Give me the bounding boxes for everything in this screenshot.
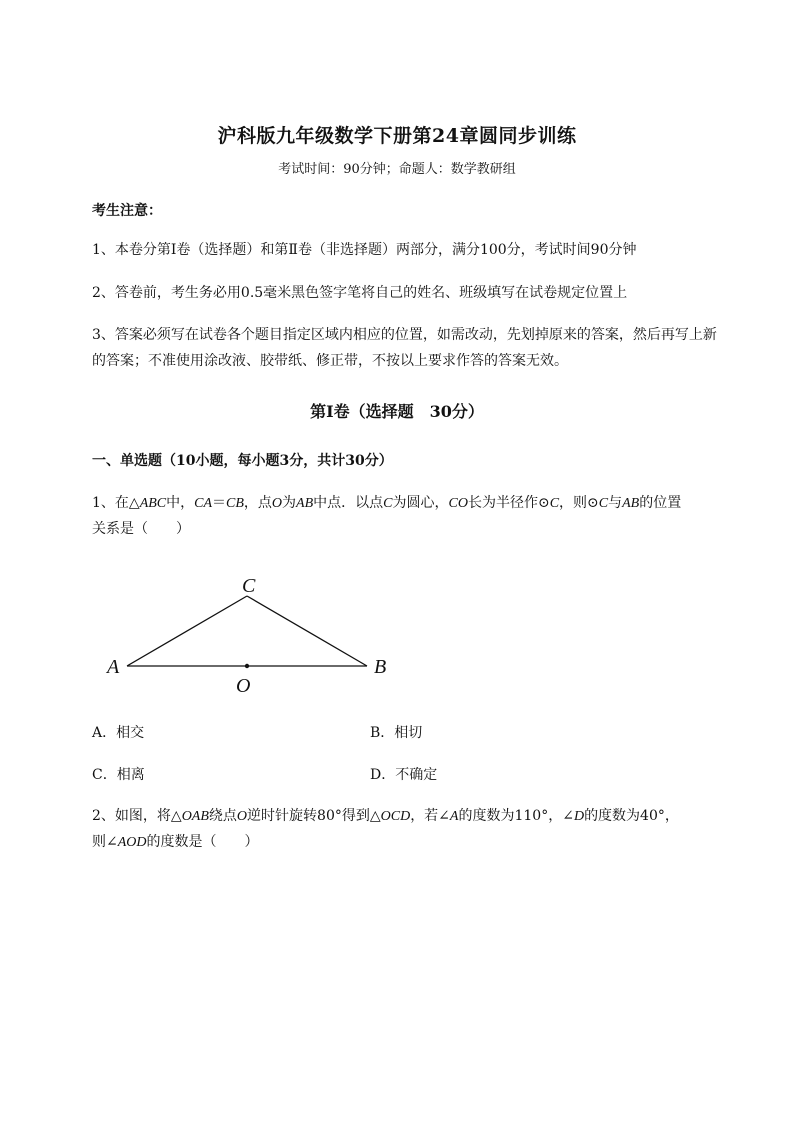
- label-a: A: [107, 656, 120, 678]
- segment-ac: [127, 596, 247, 666]
- notice-item-1: 1、本卷分第I卷（选择题）和第Ⅱ卷（非选择题）两部分，满分100分，考试时间90分钟: [92, 242, 637, 258]
- notice-item-3: 3、答案必须写在试卷各个题目指定区域内相应的位置，如需改动，先划掉原来的答案，然后再写上新: [92, 327, 717, 343]
- question-group-heading: 一、单选题（10小题，每小题3分，共计30分）: [92, 453, 393, 469]
- notice-heading: 考生注意：: [92, 203, 162, 219]
- question-2-stem-continued: 则∠AOD的度数是（ ）: [92, 834, 259, 850]
- page-title: 沪科版九年级数学下册第24章圆同步训练: [217, 125, 577, 147]
- question-2-stem: 2、如图，将△OAB绕点O逆时针旋转80°得到△OCD，若∠A的度数为110°，∠D的度数为40°，: [92, 808, 679, 824]
- label-b: B: [374, 656, 387, 678]
- question-1-option-d: D．不确定: [370, 767, 438, 783]
- triangle-figure: [100, 568, 400, 703]
- question-1-option-a: A．相交: [92, 725, 145, 741]
- label-o: O: [236, 675, 251, 697]
- notice-item-2: 2、答卷前，考生务必用0.5毫米黑色签字笔将自己的姓名、班级填写在试卷规定位置上: [92, 285, 628, 301]
- midpoint-o: [245, 664, 249, 668]
- notice-item-3-continued: 的答案；不准使用涂改液、胶带纸、修正带，不按以上要求作答的答案无效。: [92, 353, 568, 369]
- question-1-stem-continued: 关系是（ ）: [92, 521, 190, 537]
- exam-info: 考试时间：90分钟；命题人：数学教研组: [278, 162, 516, 177]
- label-c: C: [242, 575, 256, 597]
- segment-cb: [247, 596, 367, 666]
- section-heading: 第I卷（选择题 30分）: [310, 402, 484, 421]
- question-1-option-b: B．相切: [370, 725, 423, 741]
- question-1-stem: 1、在△ABC中，CA＝CB，点O为AB中点．以点C为圆心，CO长为半径作⊙C，则⊙C与AB的位置: [92, 495, 682, 511]
- question-1-option-c: C．相离: [92, 767, 145, 783]
